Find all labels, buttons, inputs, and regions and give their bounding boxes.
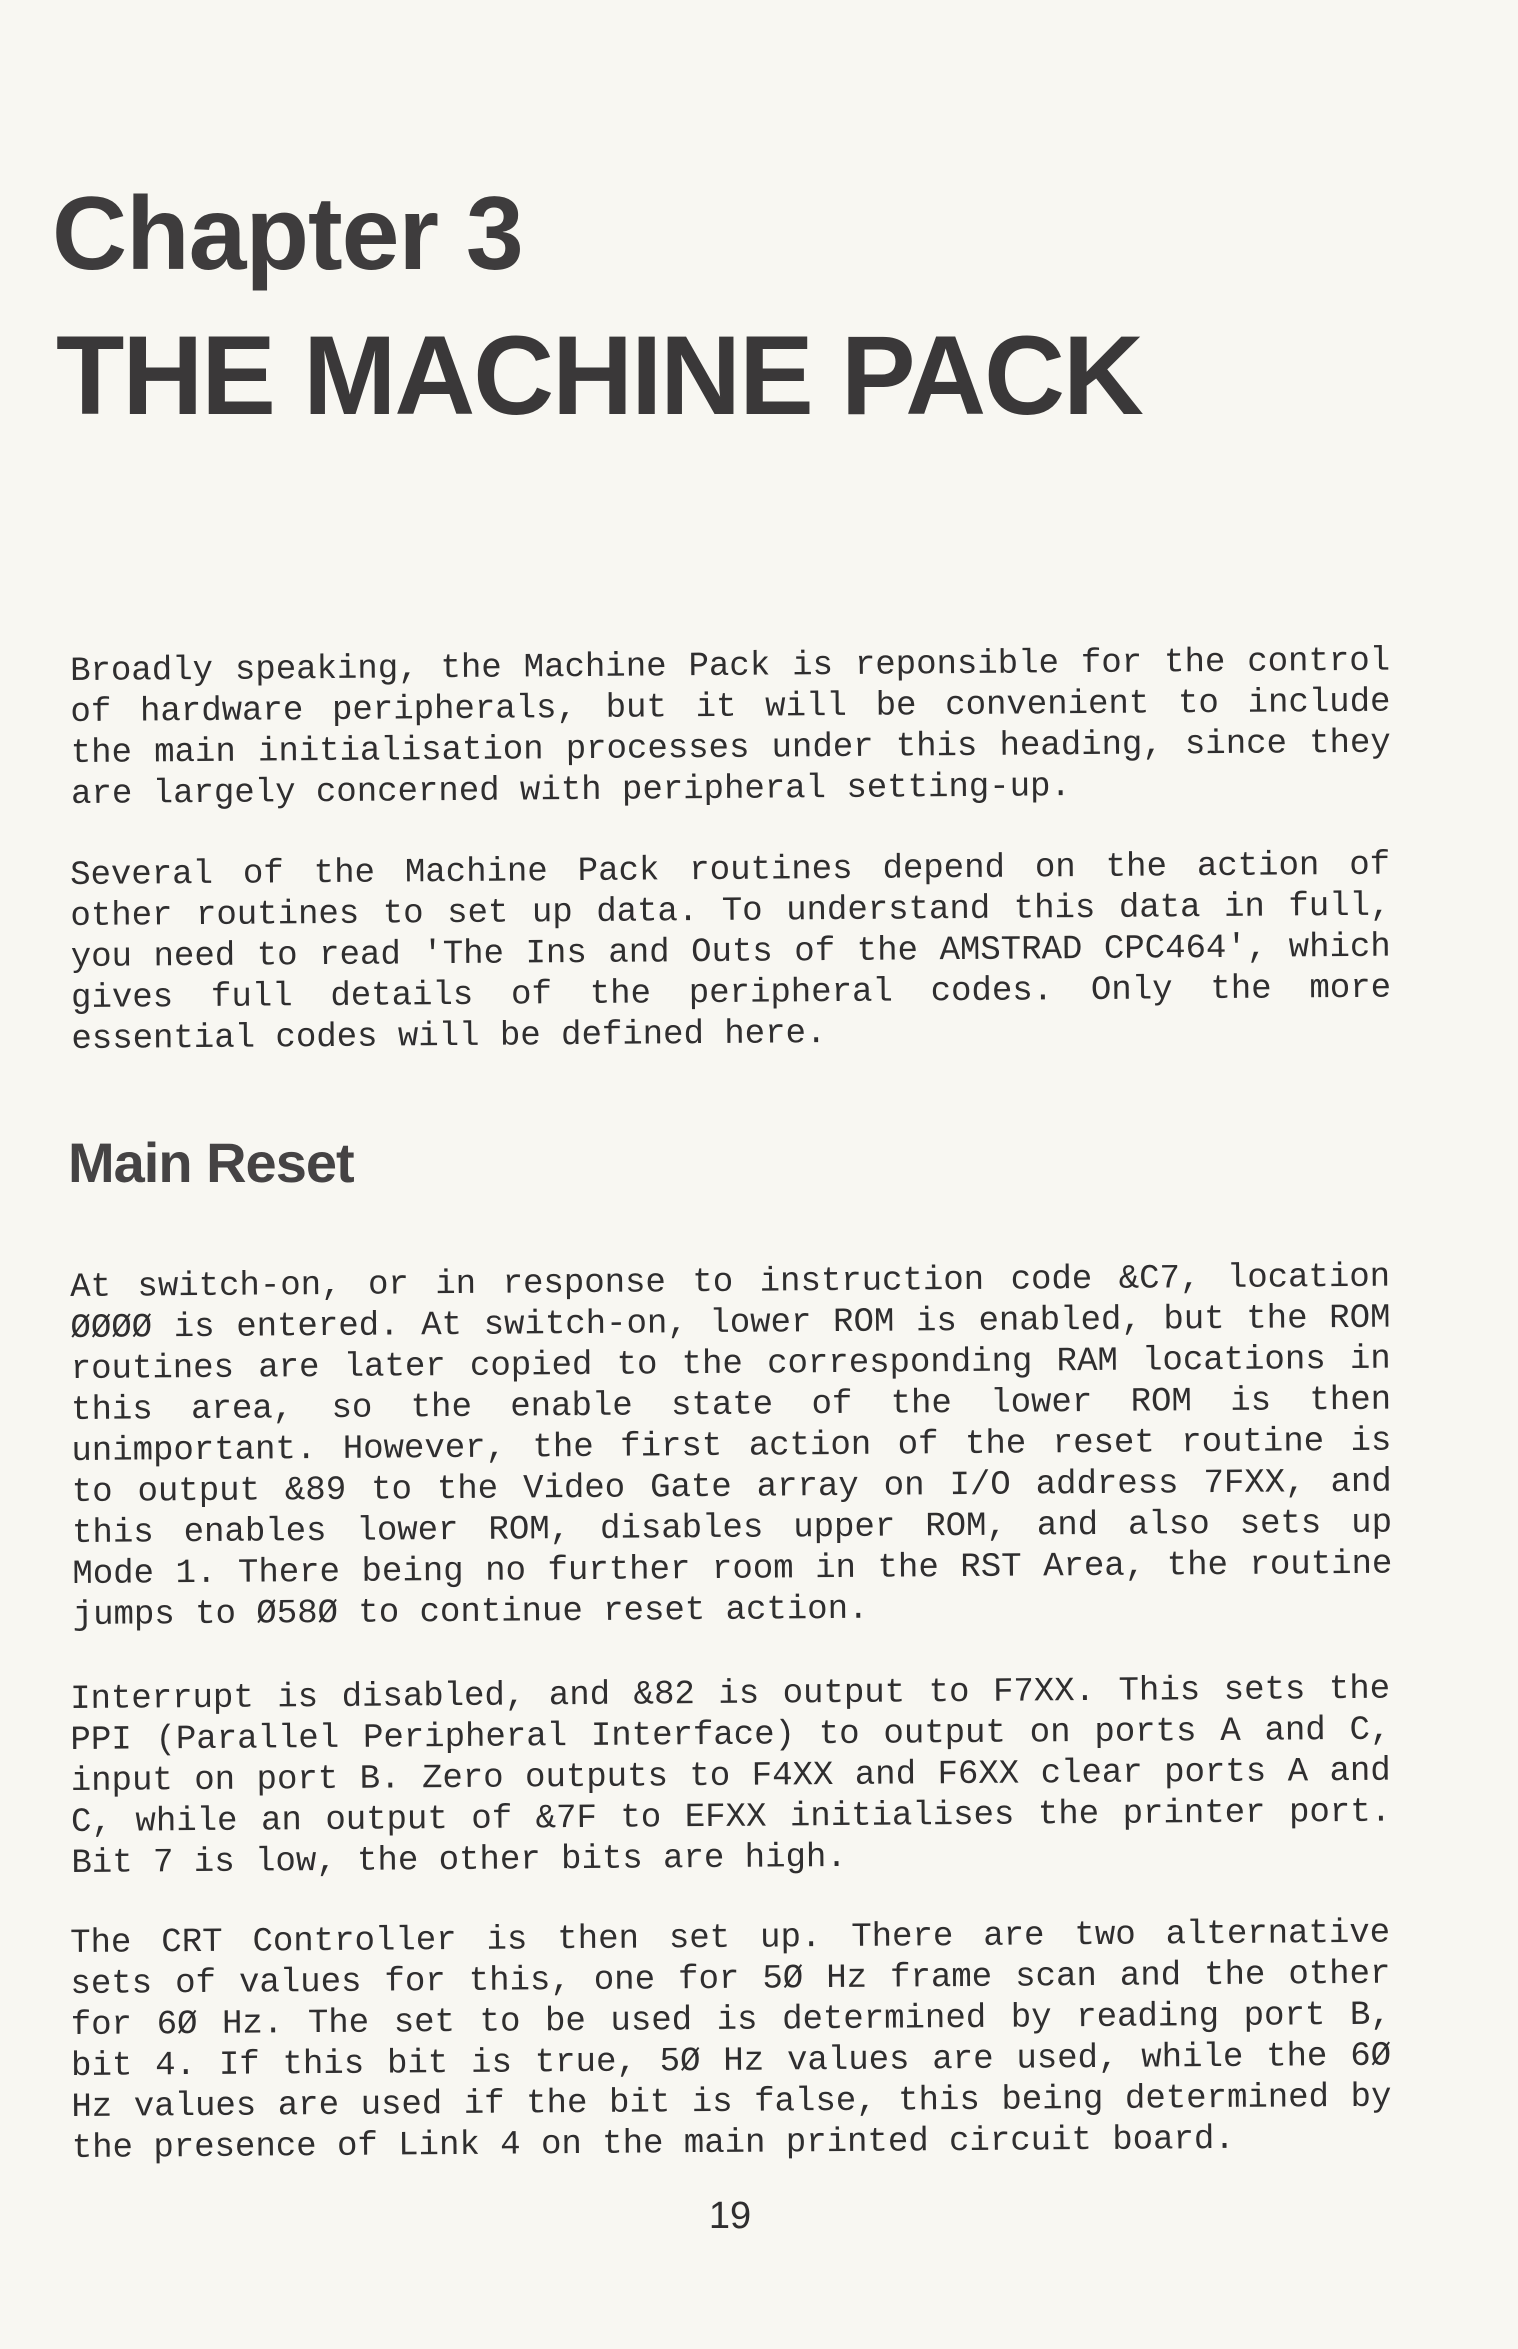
text-line: this enables lower ROM, disables upper ROM, and also sets up — [71, 1504, 1393, 1553]
text-line: Mode 1. There being no further room in the RST Area, the routine — [72, 1545, 1393, 1594]
text-line: bit 4. If this bit is true, 5Ø Hz values are used, while the 6Ø — [70, 2037, 1392, 2086]
text-line: the presence of Link 4 on the main printed circuit board. — [71, 2120, 1235, 2168]
text-line: for 6Ø Hz. The set to be used is determined by reading port B, — [70, 1996, 1391, 2045]
section-heading-main-reset: Main Reset — [68, 1131, 354, 1194]
main-reset-paragraph-3 — [70, 1914, 1392, 2170]
text-line: Broadly speaking, the Machine Pack is reponsible for the control — [70, 642, 1391, 691]
page-number: 19 — [708, 2195, 752, 2237]
chapter-title: THE MACHINE PACK — [56, 313, 1142, 438]
text-line: this area, so the enable state of the lower ROM is then — [70, 1381, 1392, 1430]
text-line: the main initialisation processes under this heading, since they — [70, 724, 1391, 773]
main-reset-paragraph-2 — [70, 1670, 1392, 1885]
text-line: jumps to Ø58Ø to continue reset action. — [72, 1590, 869, 1635]
main-reset-paragraph-1 — [70, 1258, 1393, 1637]
text-line: routines are later copied to the corresponding RAM locations in — [70, 1340, 1391, 1389]
text-line: unimportant. However, the first action of the reset routine is — [71, 1422, 1392, 1471]
text-line: essential codes will be defined here. — [71, 1015, 827, 1059]
text-line: Bit 7 is low, the other bits are high. — [71, 1838, 847, 1883]
text-line: gives full details of the peripheral codes. Only the more — [70, 969, 1392, 1018]
text-line: other routines to set up data. To understand this data in full, — [70, 887, 1391, 936]
text-line: sets of values for this, one for 5Ø Hz frame scan and the other — [70, 1955, 1391, 2004]
text-line: Interrupt is disabled, and &82 is output to F7XX. This sets the — [70, 1670, 1391, 1719]
intro-paragraph-2 — [70, 846, 1392, 1061]
text-line: ØØØØ is entered. At switch-on, lower ROM is enabled, but the ROM — [70, 1299, 1391, 1348]
text-line: C, while an output of &7F to EFXX initialises the printer port. — [70, 1793, 1392, 1842]
text-line: PPI (Parallel Peripheral Interface) to output on ports A and C, — [70, 1711, 1391, 1760]
text-line: input on port B. Zero outputs to F4XX and F6XX clear ports A and — [70, 1752, 1391, 1801]
text-line: of hardware peripherals, but it will be convenient to include — [70, 683, 1391, 732]
chapter-number: Chapter 3 — [52, 176, 523, 292]
text-line: are largely concerned with peripheral setting-up. — [70, 768, 1072, 814]
intro-paragraph-1 — [70, 642, 1391, 816]
text-line: to output &89 to the Video Gate array on I/O address 7FXX, and — [71, 1463, 1392, 1512]
text-line: The CRT Controller is then set up. There are two alternative — [70, 1914, 1391, 1963]
text-line: Hz values are used if the bit is false, this being determined by — [71, 2078, 1392, 2127]
text-line: Several of the Machine Pack routines depend on the action of — [70, 846, 1391, 895]
text-line: you need to read 'The Ins and Outs of the AMSTRAD CPC464', which — [70, 928, 1391, 977]
text-line: At switch-on, or in response to instruction code &C7, location — [70, 1258, 1391, 1307]
